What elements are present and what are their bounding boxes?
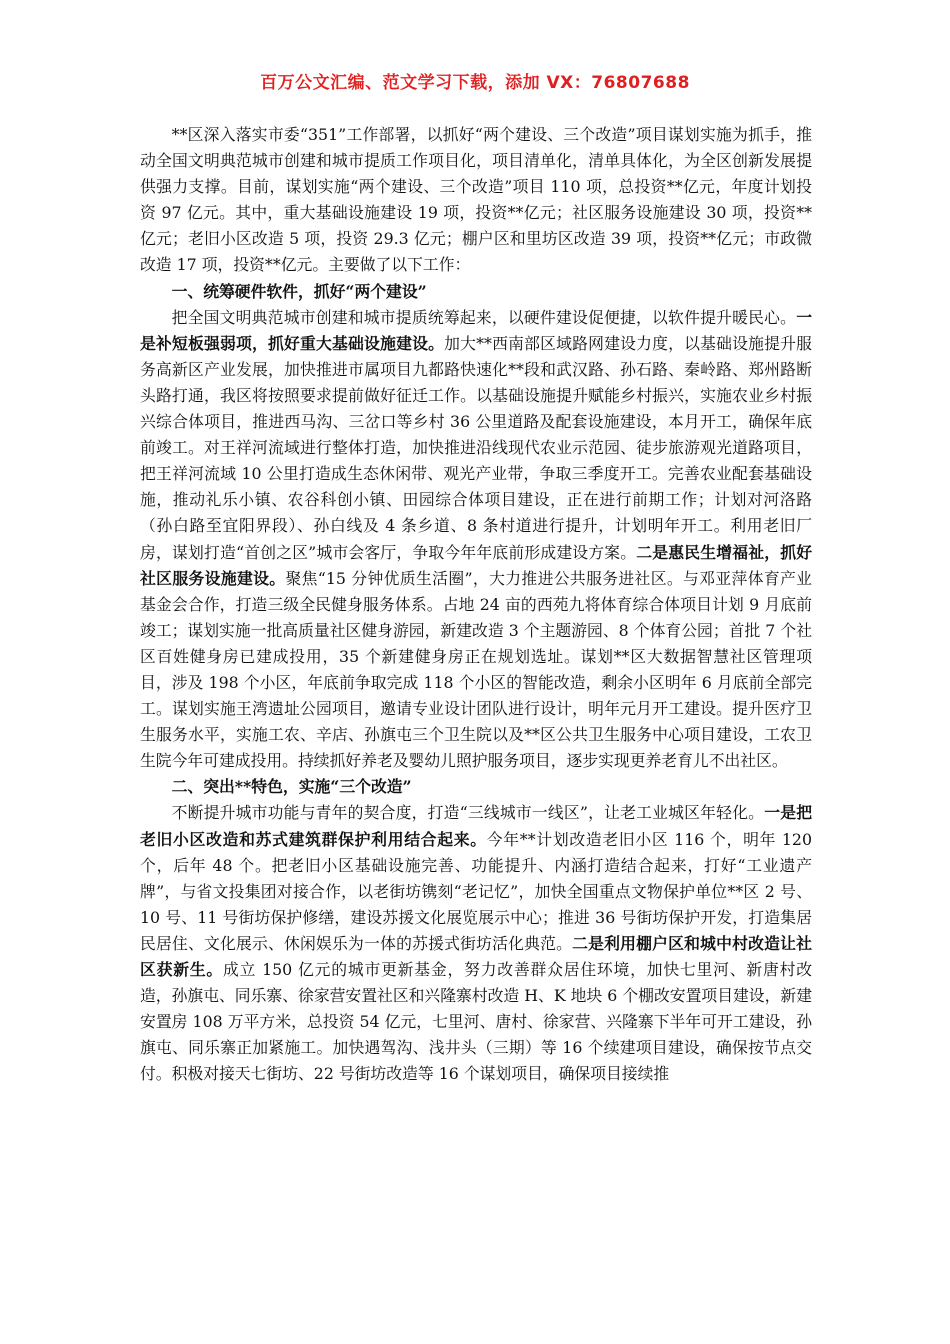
section-2-point-2-text: 成立 150 亿元的城市更新基金，努力改善群众居住环境，加快七里河、新唐村改造，孙旗屯、同乐寨、徐家营安置社区和兴隆寨村改造 H、K 地块 6 个棚改安置项目建设，新建安置房 108 万平方米，总投资 54 亿元，七里河、唐村、徐家营、兴隆寨下半年可开工建设，孙旗屯、同乐寨正加紧施工。加快遇驾沟、浅井头（三期）等 16 个续建项目建设，确保按节点交付。积极对接天七街坊、22 号街坊改造等 16 个谋划项目，确保项目接续推 [140,960,812,1084]
intro-paragraph: **区深入落实市委“351”工作部署，以抓好“两个建设、三个改造”项目谋划实施为抓手，推动全国文明典范城市创建和城市提质工作项目化，项目清单化，清单具体化，为全区创新发展提供强力支撑。目前，谋划实施“两个建设、三个改造”项目 110 项，总投资**亿元，年度计划投资 97 亿元。其中，重大基础设施建设 19 项，投资**亿元；社区服务设施建设 30 项，投资**亿元；老旧小区改造 5 项，投资 29.3 亿元；棚户区和里坊区改造 39 项，投资**亿元；市政微改造 17 项，投资**亿元。主要做了以下工作： [140,125,812,275]
section-2-point-1-text: 今年**计划改造老旧小区 116 个，明年 120 个，后年 48 个。把老旧小区基础设施完善、功能提升、内涵打造结合起来，打好“工业遗产牌”，与省文投集团对接合作，以老街坊镌刻“老记忆”，加快全国重点文物保护单位**区 2 号、10 号、11 号街坊保护修缮，建设苏援文化展览展示中心；推进 36 号街坊保护开发，打造集居民居住、文化展示、休闲娱乐为一体的苏援式街坊活化典范。 [140,829,812,953]
section-1-point-1: 一是补短板强弱项，抓好重大基础设施建设。 [140,307,812,353]
section-2-paragraph [140,800,812,1087]
section-2-lead: 不断提升城市功能与青年的契合度，打造“三线城市一线区”，让老工业城区年轻化。 [171,803,765,823]
section-1-lead: 把全国文明典范城市创建和城市提质统筹起来，以硬件建设促便捷，以软件提升暖民心。 [171,307,797,327]
section-1-paragraph [140,305,812,775]
section-2-point-1: 一是把老旧小区改造和苏式建筑群保护利用结合起来。 [140,803,812,849]
section-2-point-2: 二是利用棚户区和城中村改造让社区获新生。 [140,933,812,979]
document-body [140,122,812,1087]
download-banner: 百万公文汇编、范文学习下载，添加 VX：76807688 [260,73,690,93]
section-heading-2: 二、突出**特色，实施“三个改造” [171,777,412,797]
section-1-point-2-text: 聚焦“15 分钟优质生活圈”，大力推进公共服务进社区。与邓亚萍体育产业基金会合作，打造三级全民健身服务体系。占地 24 亩的西苑九将体育综合体项目计划 9 月底前竣工；谋划实施一批高质量社区健身游园，新建改造 3 个主题游园、8 个体育公园；首批 7 个社区百姓健身房已建成投用，35 个新建健身房正在规划选址。谋划**区大数据智慧社区管理项目，涉及 198 个小区，年底前争取完成 118 个小区的智能改造，剩余小区明年 6 月底前全部完工。谋划实施王湾遗址公园项目，邀请专业设计团队进行设计，明年元月开工建设。提升医疗卫生服务水平，实施工农、辛店、孙旗屯三个卫生院以及**区公共卫生服务中心项目建设，工农卫生院今年可建成投用。持续抓好养老及婴幼儿照护服务项目，逐步实现更养老育儿不出社区。 [140,568,812,771]
section-heading-1: 一、统筹硬件软件，抓好“两个建设” [171,281,427,301]
section-1-point-1-text: 加大**西南部区域路网建设力度，以基础设施提升服务高新区产业发展，加快推进市属项目九都路快速化**段和武汉路、孙石路、秦岭路、郑州路断头路打通，我区将按照要求提前做好征迁工作。以基础设施提升赋能乡村振兴，实施农业乡村振兴综合体项目，推进西马沟、三岔口等乡村 36 公里道路及配套设施建设，本月开工，确保年底前竣工。对王祥河流域进行整体打造，加快推进沿线现代农业示范园、徒步旅游观光道路项目，把王祥河流域 10 公里打造成生态休闲带、观光产业带，争取三季度开工。完善农业配套基础设施，推动礼乐小镇、农谷科创小镇、田园综合体项目建设，正在进行前期工作；计划对河洛路（孙白路至宜阳界段）、孙白线及 4 条乡道、8 条村道进行提升，计划明年开工。利用老旧厂房，谋划打造“首创之区”城市会客厅，争取今年年底前形成建设方案。 [140,333,812,562]
section-1-point-2: 二是惠民生增福祉，抓好社区服务设施建设。 [140,542,812,588]
